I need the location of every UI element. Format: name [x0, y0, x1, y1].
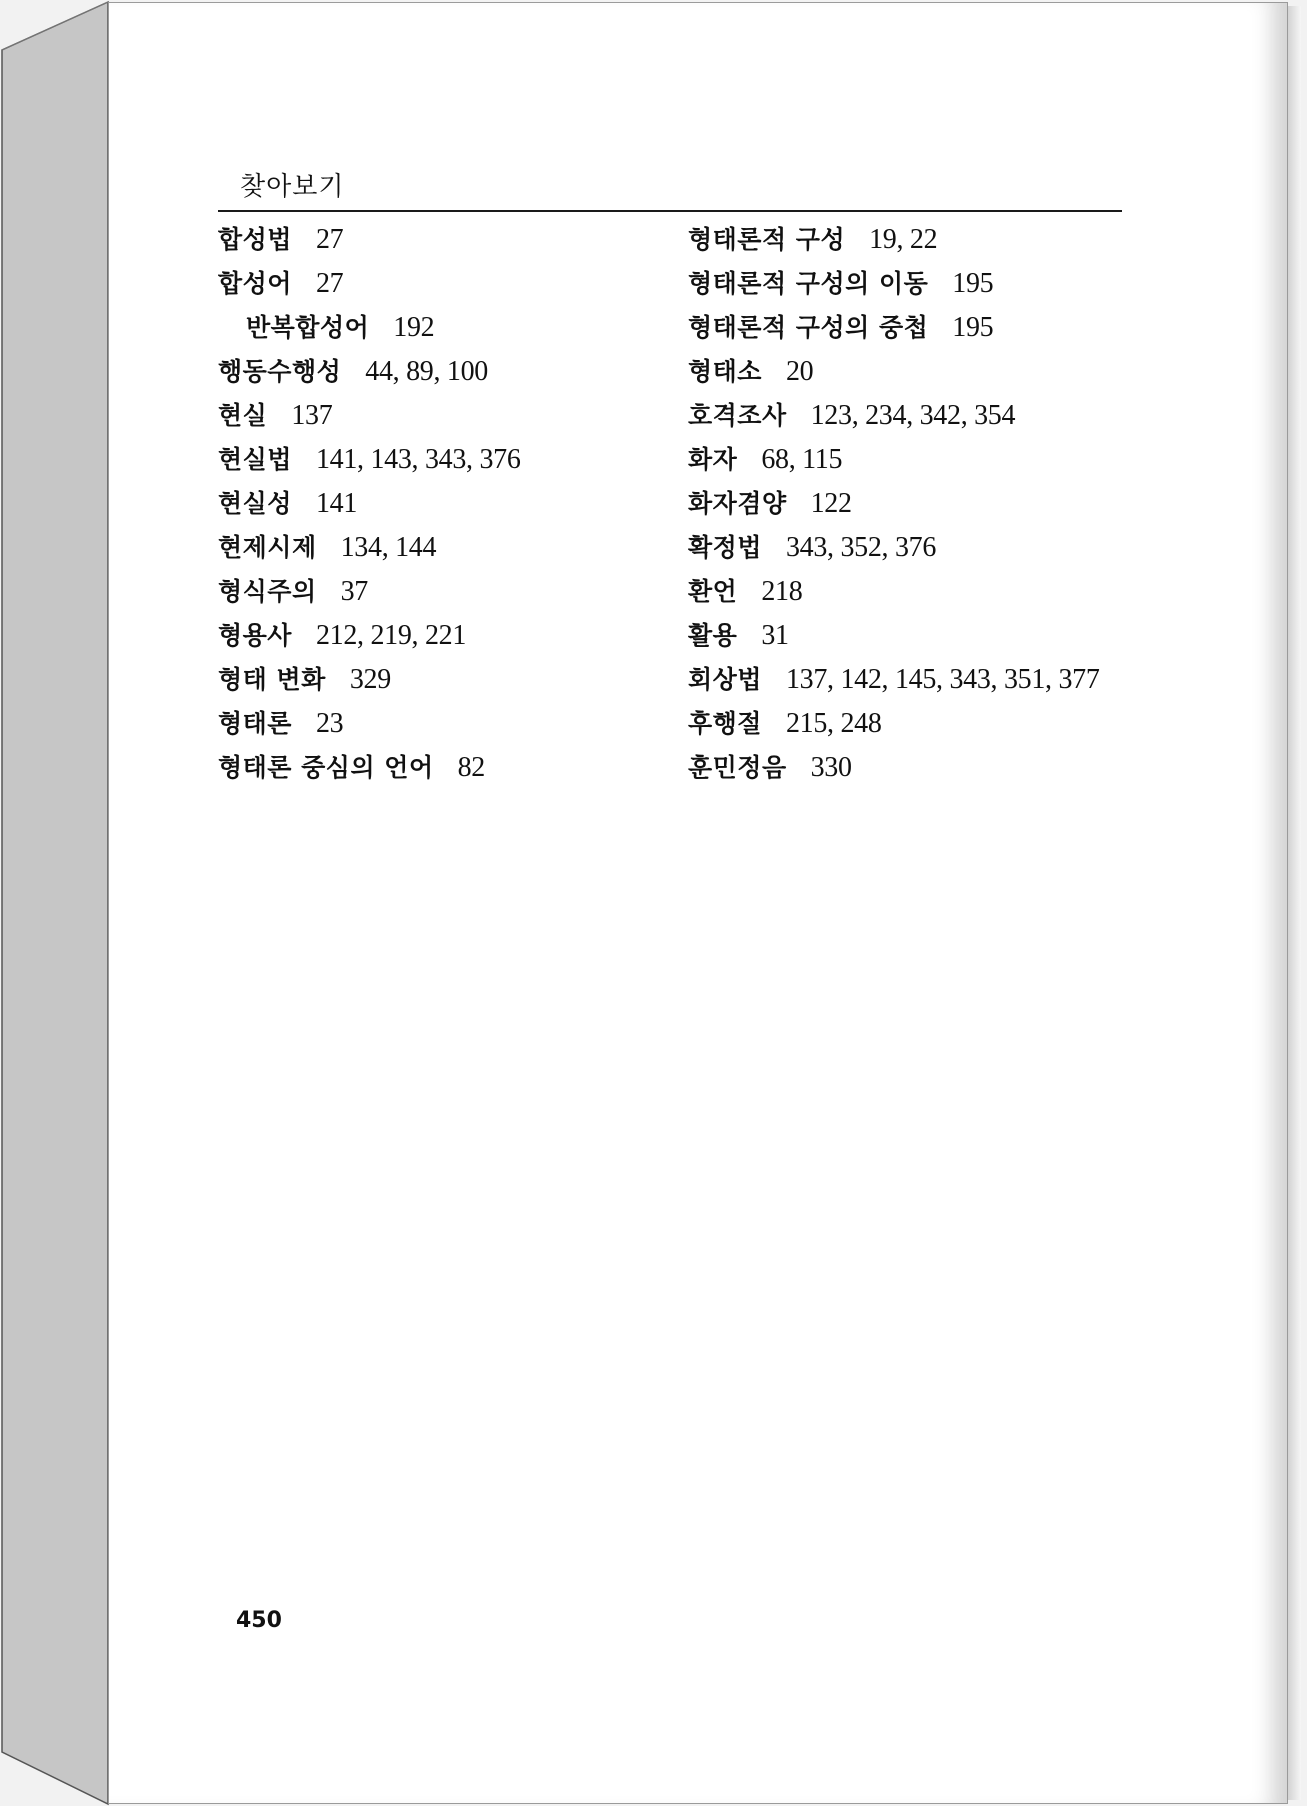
- index-term: 형태론적 구성: [688, 225, 846, 254]
- index-term: 호격조사: [688, 401, 787, 430]
- index-pages: 329: [349, 664, 391, 695]
- index-term: 형태소: [688, 357, 762, 386]
- index-entry: [218, 350, 678, 394]
- page-number: 450: [236, 1608, 282, 1633]
- index-pages: 343, 352, 376: [785, 532, 937, 563]
- index-pages: 137, 142, 145, 343, 351, 377: [785, 664, 1100, 695]
- index-pages: 141, 143, 343, 376: [315, 444, 521, 475]
- index-term: 현실: [218, 401, 268, 430]
- index-term: 화자겸양: [688, 489, 787, 518]
- index-entry: [218, 746, 678, 790]
- index-pages: 44, 89, 100: [365, 356, 488, 387]
- index-pages: 195: [952, 312, 994, 343]
- index-term: 형태론: [218, 709, 292, 738]
- index-term: 형식주의: [218, 577, 317, 606]
- index-column-left: [218, 218, 678, 790]
- index-pages: 212, 219, 221: [315, 620, 467, 651]
- index-pages: 37: [340, 576, 369, 607]
- index-entry: [688, 438, 1158, 482]
- index-term: 화자: [688, 445, 738, 474]
- index-term: 형태론적 구성의 이동: [688, 269, 929, 298]
- index-entry: [218, 218, 678, 262]
- index-term: 현제시제: [218, 533, 317, 562]
- index-term: 환언: [688, 577, 738, 606]
- index-entry: [688, 394, 1158, 438]
- index-term: 형태론 중심의 언어: [218, 753, 434, 782]
- index-term: 반복합성어: [246, 313, 370, 342]
- index-pages: 20: [785, 356, 814, 387]
- index-entry: [218, 614, 678, 658]
- index-pages: 141: [315, 488, 358, 519]
- index-entry: [688, 306, 1158, 350]
- index-term: 합성법: [218, 225, 292, 254]
- index-term: 형용사: [218, 621, 292, 650]
- index-entry: [218, 262, 678, 306]
- index-pages: 27: [315, 224, 344, 255]
- index-term: 활용: [688, 621, 738, 650]
- index-title: 찾아보기: [240, 172, 345, 202]
- index-entry: [218, 306, 678, 350]
- index-header: [218, 160, 1122, 212]
- index-pages: 27: [315, 268, 344, 299]
- index-pages: 19, 22: [869, 224, 938, 255]
- index-entry: [688, 746, 1158, 790]
- page-edge: [1286, 6, 1301, 1800]
- index-term: 훈민정음: [688, 753, 787, 782]
- index-entry: [218, 658, 678, 702]
- index-term: 합성어: [218, 269, 292, 298]
- index-entry: [688, 482, 1158, 526]
- index-entry: [218, 482, 678, 526]
- index-column-right: [688, 218, 1158, 790]
- index-pages: 192: [393, 312, 435, 343]
- index-pages: 218: [761, 576, 803, 607]
- index-entry: [218, 438, 678, 482]
- index-entry: [688, 262, 1158, 306]
- index-pages: 23: [315, 708, 344, 739]
- index-term: 형태 변화: [218, 665, 326, 694]
- index-entry: [688, 614, 1158, 658]
- index-pages: 82: [457, 752, 486, 783]
- index-term: 행동수행성: [218, 357, 342, 386]
- index-term: 후행절: [688, 709, 762, 738]
- book-spine: [0, 0, 110, 1806]
- index-pages: 134, 144: [340, 532, 437, 563]
- index-term: 현실성: [218, 489, 292, 518]
- index-term: 회상법: [688, 665, 762, 694]
- index-pages: 31: [761, 620, 789, 651]
- index-pages: 330: [810, 752, 852, 783]
- index-entry: [688, 350, 1158, 394]
- index-entry: [688, 702, 1158, 746]
- index-pages: 122: [810, 488, 852, 519]
- index-entry: [218, 526, 678, 570]
- index-entry: [688, 526, 1158, 570]
- index-term: 형태론적 구성의 중첩: [688, 313, 929, 342]
- index-entry: [218, 394, 678, 438]
- index-term: 확정법: [688, 533, 762, 562]
- index-entry: [688, 570, 1158, 614]
- index-entry: [688, 218, 1158, 262]
- index-entry: [218, 702, 678, 746]
- index-pages: 137: [291, 400, 333, 431]
- index-entry: [688, 658, 1158, 702]
- index-entry: [218, 570, 678, 614]
- index-pages: 123, 234, 342, 354: [810, 400, 1016, 431]
- index-pages: 215, 248: [785, 708, 882, 739]
- index-pages: 195: [952, 268, 994, 299]
- index-pages: 68, 115: [761, 444, 843, 475]
- index-term: 현실법: [218, 445, 292, 474]
